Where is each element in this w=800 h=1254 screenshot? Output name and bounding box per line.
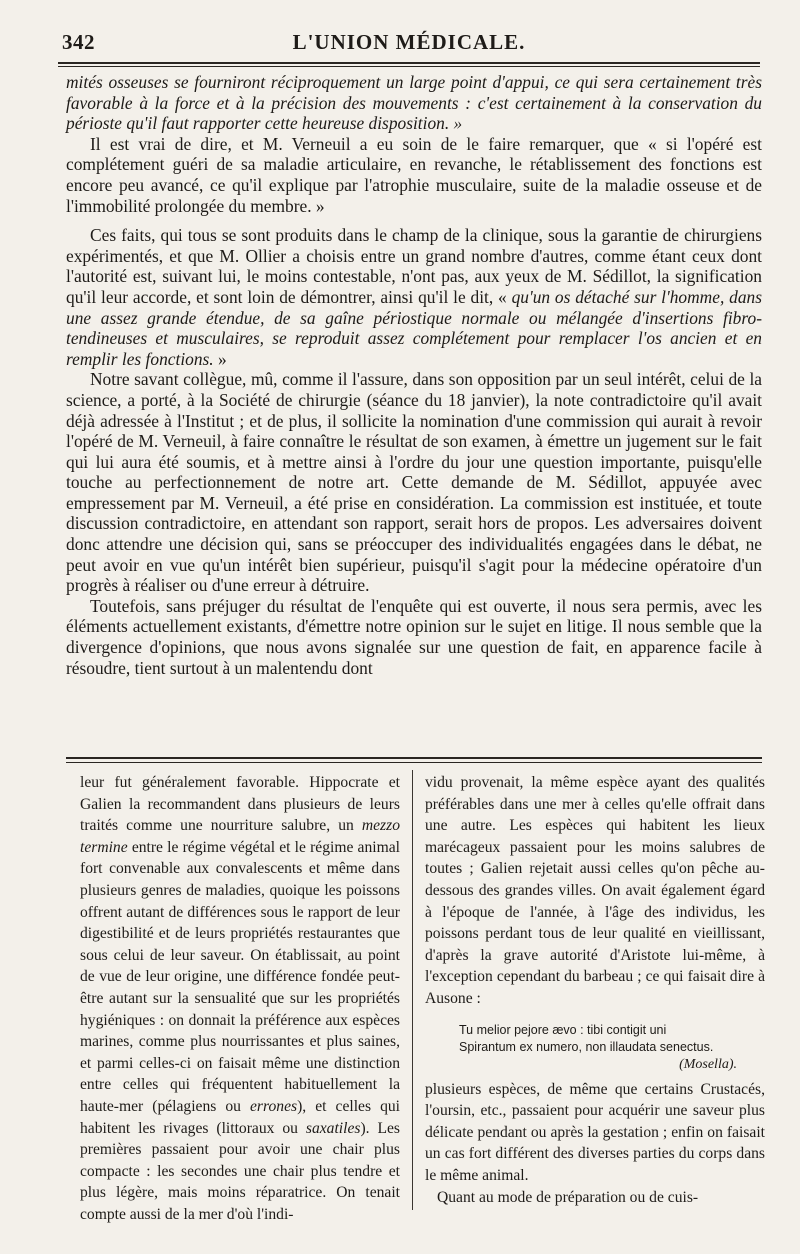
column-text: Quant au mode de préparation ou de cuis- xyxy=(437,1188,699,1206)
latin-verse xyxy=(459,1022,765,1073)
header-rule-thin xyxy=(58,66,760,67)
main-article xyxy=(66,72,762,678)
verse-reference: (Mosella). xyxy=(679,1056,737,1072)
paragraph: Ces faits, qui tous se sont produits dans le champ de la clinique, sous la garantie de chirurgiens expérimentés, et que M. Ollier a choisis entre un grand nombre d'autres, comme étant ceux dont l'autorité est, suivant lui, le moins contestable, n'ont pas, aux yeux de M. Sédillot, la signification qu'il leur accorde, et sont loin de démontrer, ainsi qu'il le dit, « qu'un os détaché sur l'homme, dans une assez grande étendue, de sa gaîne périostique normale ou mélangée d'insertions fibro-tendineuses et musculaires, se reproduit assez complétement pour remplacer l'os ancien et en remplir les fonctions. » xyxy=(66,225,762,369)
verse-line: Spirantum ex numero, non illaudata senectus. xyxy=(459,1039,714,1054)
running-head: L'UNION MÉDICALE. xyxy=(292,30,526,54)
header-rule xyxy=(58,62,760,64)
feuilleton-left-column xyxy=(80,772,400,1225)
feuilleton-right-column xyxy=(425,772,765,1208)
feuilleton-rule xyxy=(66,757,762,759)
column-text: plusieurs espèces, de même que certains Crustacés, l'oursin, etc., passaient pour acquérir une saveur plus délicate pendant ou après la gestation ; enfin on faisait un cas fort différent des diverses parties du corps dans le même animal. xyxy=(425,1080,765,1184)
paragraph: Il est vrai de dire, et M. Verneuil a eu soin de le faire remarquer, que « si l'opéré est complétement guéri de sa maladie articulaire, en revanche, le rétablissement des fonctions est encore peu avancé, ce qu'il explique par l'atrophie musculaire, suite de la maladie osseuse et de l'immobilité prolongée du membre. » xyxy=(66,133,762,216)
paragraph: Toutefois, sans préjuger du résultat de l'enquête qui est ouverte, il nous sera permis, avec les éléments actuellement existants, d'émettre notre opinion sur le sujet en litige. Il nous semble que la divergence d'opinions, que nous avons signalée sur une question de fait, en apparence facile à résoudre, tient surtout à un malentendu dont xyxy=(66,595,762,678)
feuilleton-rule-thin xyxy=(66,762,762,763)
page-number: 342 xyxy=(62,30,95,54)
verse-line: Tu melior pejore ævo : tibi contigit uni xyxy=(459,1022,667,1037)
paragraph: Notre savant collègue, mû, comme il l'assure, dans son opposition par un seul intérêt, celui de la science, a porté, à la Société de chirurgie (séance du 18 janvier), la note contradictoire qu'il avait déjà adressée à l'Institut ; et de plus, il sollicite la nomination d'une commission qui aurait à revoir l'opéré de M. Verneuil, à faire connaître le résultat de son examen, à émettre un jugement sur le fait qui lui aura été soumis, et à mettre ainsi à l'ordre du jour une question importante, puisqu'elle touche au perfectionnement de notre art. Cette demande de M. Sédillot, appuyée avec empressement par M. Verneuil, a été prise en considération. La commission est instituée, et toute discussion contradictoire, en attendant son rapport, serait hors de propos. Les adversaires doivent donc attendre une décision qui, sans se préoccuper des individualités engagées dans le débat, ne peut avoir en vue qu'un intérêt bien supérieur, puisqu'il s'agit pour la médecine opératoire d'un progrès à réaliser ou d'une erreur à détruire. xyxy=(66,369,762,596)
column-text: leur fut généralement favorable. Hippocrate et Galien la recommandent dans plusieurs de leurs traités comme une nourriture salubre, un mezzo termine entre le régime végétal et le régime animal fort convenable aux convalescents et même dans plusieurs genres de maladies, quoique les poissons offrent autant de différences sous le rapport de leur digestibilité et de leurs propriétés restaurantes que sous celui de leur saveur. On établissait, au point de vue de leur origine, une différence fondée peut-être autant sur la sensualité que sur les propriétés hygiéniques : on donnait la préférence aux espèces marines, comme plus nourrissantes et plus saines, et parmi celles-ci on faisait même une distinction entre celles qui fréquentent habituellement la haute-mer (pélagiens ou errones), et celles qui habitent les rivages (littoraux ou saxatiles). Les premières passaient pour avoir une chair plus compacte : les secondes une chair plus tendre et plus légère, mais moins réparatrice. On tenait compte aussi de la mer d'où l'indi- xyxy=(80,774,400,1223)
column-divider xyxy=(412,770,413,1210)
quote-continuation: mités osseuses se fourniront réciproquement un large point d'appui, ce qui sera certainement très favorable à la force et à la précision des mouvements : c'est certainement à la conservation du périoste qu'il faut rapporter cette heureuse disposition. » xyxy=(66,72,762,134)
page-header xyxy=(58,30,760,60)
column-text: vidu provenait, la même espèce ayant des qualités préférables dans une mer à celles qu'elle offrait dans une autre. Les espèces qui habitent les lieux marécageux passaient pour les moins salubres de toutes ; Galien rejetait aussi celles qu'on pêche au-dessous des grandes villes. On avait également égard à l'époque de l'année, à l'âge des individus, les poissons perdant tous de leur qualité en vieillissant, d'après la grave autorité d'Aristote lui-même, à l'exception cependant du barbeau ; ce qui faisait dire à Ausone : xyxy=(425,774,765,1007)
